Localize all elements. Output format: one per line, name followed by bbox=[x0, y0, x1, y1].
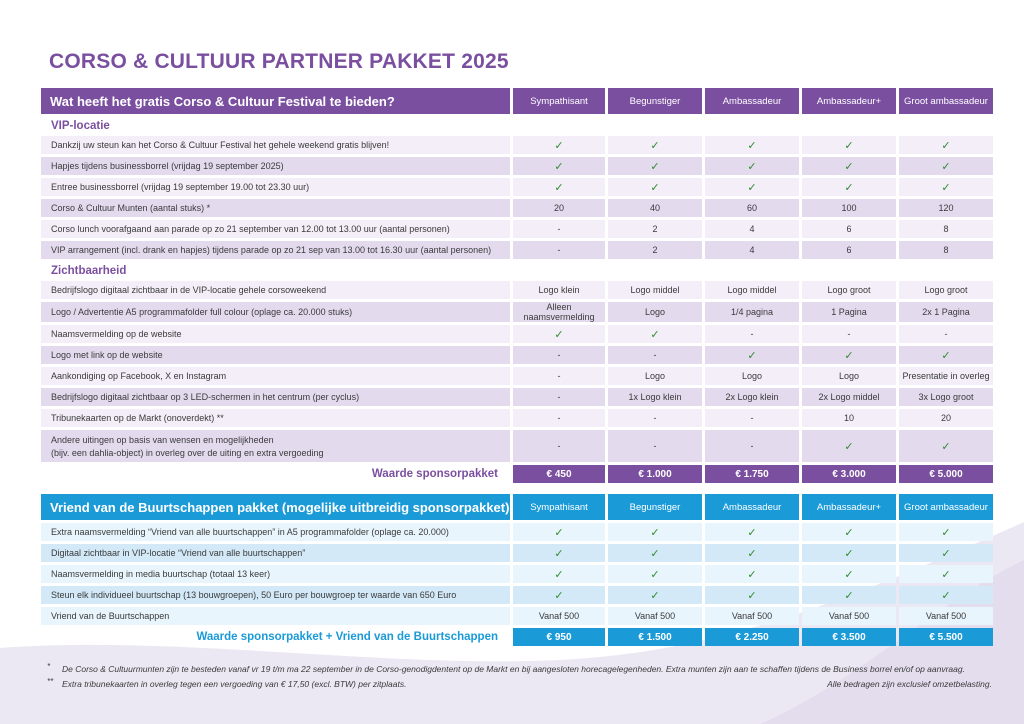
value-cell bbox=[608, 565, 702, 583]
check-icon: ✓ bbox=[650, 160, 660, 173]
value-cell bbox=[513, 409, 605, 427]
value-text: Logo groot bbox=[827, 285, 871, 295]
value-text: 6 bbox=[846, 245, 852, 255]
value-cell bbox=[802, 544, 896, 562]
value-cell bbox=[608, 325, 702, 343]
value-cell bbox=[899, 346, 993, 364]
check-icon: ✓ bbox=[844, 349, 854, 362]
total-value: € 450 bbox=[513, 465, 605, 483]
value-cell bbox=[899, 607, 993, 625]
value-cell bbox=[899, 565, 993, 583]
value-text: - bbox=[557, 413, 561, 423]
value-cell bbox=[899, 281, 993, 299]
value-cell bbox=[899, 178, 993, 196]
value-text: - bbox=[750, 329, 754, 339]
value-cell bbox=[513, 302, 605, 322]
check-icon: ✓ bbox=[941, 181, 951, 194]
value-cell bbox=[899, 157, 993, 175]
total-value: € 5.000 bbox=[899, 465, 993, 483]
table-row bbox=[41, 136, 993, 154]
total-value: € 950 bbox=[513, 628, 605, 646]
total-label: Waarde sponsorpakket + Vriend van de Buurtschappen bbox=[196, 631, 498, 643]
value-cell bbox=[705, 388, 799, 406]
table-row bbox=[41, 565, 993, 583]
table-row bbox=[41, 178, 993, 196]
table-row bbox=[41, 281, 993, 299]
value-cell bbox=[802, 430, 896, 462]
table-row bbox=[41, 241, 993, 259]
value-text: 8 bbox=[943, 245, 949, 255]
value-cell bbox=[608, 346, 702, 364]
value-cell bbox=[705, 136, 799, 154]
value-text: 20 bbox=[940, 413, 951, 423]
table-row bbox=[41, 220, 993, 238]
value-cell bbox=[513, 241, 605, 259]
value-text: - bbox=[944, 329, 948, 339]
check-icon: ✓ bbox=[941, 568, 951, 581]
total-row bbox=[41, 465, 993, 483]
value-text: 4 bbox=[749, 245, 755, 255]
table-row bbox=[41, 607, 993, 625]
value-text: 2x Logo middel bbox=[818, 392, 880, 402]
page-title: CORSO & CULTUUR PARTNER PAKKET 2025 bbox=[49, 50, 509, 73]
row-label bbox=[41, 430, 510, 462]
check-icon: ✓ bbox=[650, 181, 660, 194]
value-text: - bbox=[557, 441, 561, 451]
value-text: 10 bbox=[843, 413, 854, 423]
value-text: 40 bbox=[649, 203, 660, 213]
column-header: Ambassadeur+ bbox=[802, 88, 896, 114]
footnote-mark: ** bbox=[47, 677, 54, 686]
value-cell bbox=[899, 523, 993, 541]
value-text: 6 bbox=[846, 224, 852, 234]
value-cell bbox=[608, 388, 702, 406]
value-cell bbox=[513, 346, 605, 364]
value-text: Vanaf 500 bbox=[731, 611, 773, 621]
row-label: Logo / Advertentie A5 programmafolder full colour (oplage ca. 20.000 stuks) bbox=[41, 302, 510, 322]
total-value: € 1.500 bbox=[608, 628, 702, 646]
check-icon: ✓ bbox=[941, 160, 951, 173]
value-text: Logo bbox=[644, 371, 666, 381]
value-cell bbox=[802, 241, 896, 259]
row-label: Digitaal zichtbaar in VIP-locatie “Vriend van alle buurtschappen” bbox=[41, 544, 510, 562]
value-cell bbox=[705, 281, 799, 299]
table-row bbox=[41, 302, 993, 322]
row-label: Dankzij uw steun kan het Corso & Cultuur Festival het gehele weekend gratis blijven! bbox=[41, 136, 510, 154]
row-label: Vriend van de Buurtschappen bbox=[41, 607, 510, 625]
total-value: € 2.250 bbox=[705, 628, 799, 646]
value-cell bbox=[705, 367, 799, 385]
check-icon: ✓ bbox=[554, 547, 564, 560]
column-header: Groot ambassadeur bbox=[899, 494, 993, 520]
value-cell bbox=[802, 565, 896, 583]
value-cell bbox=[802, 136, 896, 154]
value-cell bbox=[608, 281, 702, 299]
value-text: - bbox=[847, 329, 851, 339]
table-row bbox=[41, 346, 993, 364]
value-cell bbox=[513, 325, 605, 343]
value-cell bbox=[899, 199, 993, 217]
row-label: Bedrijfslogo digitaal zichtbaar op 3 LED-schermen in het centrum (per cyclus) bbox=[41, 388, 510, 406]
value-cell bbox=[705, 565, 799, 583]
column-header: Groot ambassadeur bbox=[899, 88, 993, 114]
value-text: Logo bbox=[838, 371, 860, 381]
table-row bbox=[41, 544, 993, 562]
value-cell bbox=[705, 157, 799, 175]
section-row bbox=[41, 117, 993, 133]
value-cell bbox=[608, 586, 702, 604]
total-value: € 3.000 bbox=[802, 465, 896, 483]
table-header-title: Vriend van de Buurtschappen pakket (mogelijke uitbreidig sponsorpakket) bbox=[41, 494, 510, 520]
value-text: Logo groot bbox=[924, 285, 968, 295]
value-cell bbox=[513, 281, 605, 299]
row-label: Entree businessborrel (vrijdag 19 september 19.00 tot 23.30 uur) bbox=[41, 178, 510, 196]
row-label: VIP arrangement (incl. drank en hapjes) tijdens parade op zo 21 sep van 13.00 tot 16.30 uur (aantal personen) bbox=[41, 241, 510, 259]
value-cell bbox=[608, 544, 702, 562]
value-cell bbox=[802, 346, 896, 364]
buurtschappen-package-table bbox=[38, 491, 996, 649]
check-icon: ✓ bbox=[747, 139, 757, 152]
vip-package-table bbox=[38, 85, 996, 486]
table-row bbox=[41, 388, 993, 406]
row-label-line: Andere uitingen op basis van wensen en mogelijkheden bbox=[51, 434, 274, 445]
value-cell bbox=[513, 388, 605, 406]
value-cell bbox=[513, 220, 605, 238]
value-text: - bbox=[653, 350, 657, 360]
check-icon: ✓ bbox=[747, 568, 757, 581]
value-cell bbox=[899, 367, 993, 385]
value-cell bbox=[802, 157, 896, 175]
value-cell bbox=[899, 586, 993, 604]
value-cell bbox=[705, 544, 799, 562]
value-cell bbox=[705, 220, 799, 238]
check-icon: ✓ bbox=[941, 526, 951, 539]
table-header-row bbox=[41, 494, 993, 520]
table-row bbox=[41, 409, 993, 427]
value-cell bbox=[802, 325, 896, 343]
value-cell bbox=[705, 325, 799, 343]
column-header: Ambassadeur bbox=[705, 88, 799, 114]
check-icon: ✓ bbox=[747, 349, 757, 362]
value-cell bbox=[513, 586, 605, 604]
value-text: - bbox=[557, 371, 561, 381]
value-cell bbox=[899, 302, 993, 322]
table-row bbox=[41, 199, 993, 217]
check-icon: ✓ bbox=[844, 526, 854, 539]
value-cell bbox=[899, 409, 993, 427]
value-cell bbox=[513, 607, 605, 625]
value-cell bbox=[899, 241, 993, 259]
value-cell bbox=[608, 409, 702, 427]
value-cell bbox=[513, 136, 605, 154]
value-cell bbox=[705, 430, 799, 462]
section-row bbox=[41, 262, 993, 278]
check-icon: ✓ bbox=[844, 181, 854, 194]
column-header: Begunstiger bbox=[608, 494, 702, 520]
row-label: Naamsvermelding in media buurtschap (totaal 13 keer) bbox=[41, 565, 510, 583]
check-icon: ✓ bbox=[650, 328, 660, 341]
total-value: € 5.500 bbox=[899, 628, 993, 646]
check-icon: ✓ bbox=[844, 139, 854, 152]
footnote-mark: * bbox=[47, 662, 51, 671]
value-text: Logo middel bbox=[727, 285, 777, 295]
check-icon: ✓ bbox=[844, 589, 854, 602]
value-text: 100 bbox=[841, 203, 857, 213]
value-cell bbox=[802, 281, 896, 299]
check-icon: ✓ bbox=[554, 181, 564, 194]
footnote-1 bbox=[47, 664, 992, 679]
value-text: - bbox=[557, 392, 561, 402]
footnote-text: De Corso & Cultuurmunten zijn te besteden vanaf vr 19 t/m ma 22 september in de Corso-genodigdentent op de Markt en bij aangesloten horecagelegenheden. Extra munten zijn aan te schaffen tijdens de Business borrel en/of op aanvraag. bbox=[62, 664, 965, 674]
value-text: - bbox=[653, 441, 657, 451]
value-cell bbox=[608, 430, 702, 462]
value-text: Logo klein bbox=[538, 285, 580, 295]
value-text: Logo bbox=[644, 307, 666, 317]
check-icon: ✓ bbox=[941, 139, 951, 152]
value-cell bbox=[802, 367, 896, 385]
value-cell bbox=[513, 523, 605, 541]
check-icon: ✓ bbox=[554, 526, 564, 539]
check-icon: ✓ bbox=[844, 440, 854, 453]
value-text: 3x Logo groot bbox=[918, 392, 974, 402]
value-cell bbox=[705, 178, 799, 196]
value-text: Logo middel bbox=[630, 285, 680, 295]
footnotes bbox=[47, 664, 992, 694]
check-icon: ✓ bbox=[747, 181, 757, 194]
value-text: Vanaf 500 bbox=[828, 611, 870, 621]
value-text: Logo bbox=[741, 371, 763, 381]
value-cell bbox=[513, 178, 605, 196]
value-text: 2x Logo klein bbox=[725, 392, 779, 402]
value-cell bbox=[513, 565, 605, 583]
value-cell bbox=[899, 220, 993, 238]
row-label: Extra naamsvermelding “Vriend van alle buurtschappen” in A5 programmafolder (oplage ca. 20.000) bbox=[41, 523, 510, 541]
column-header: Sympathisant bbox=[513, 494, 605, 520]
value-text: Alleen naamsvermelding bbox=[523, 302, 595, 322]
value-text: 120 bbox=[938, 203, 954, 213]
value-text: 20 bbox=[553, 203, 564, 213]
value-cell bbox=[608, 136, 702, 154]
value-text: Vanaf 500 bbox=[634, 611, 676, 621]
total-label: Waarde sponsorpakket bbox=[371, 468, 498, 480]
value-cell bbox=[513, 544, 605, 562]
row-label: Naamsvermelding op de website bbox=[41, 325, 510, 343]
value-cell bbox=[608, 523, 702, 541]
value-cell bbox=[513, 157, 605, 175]
table-row bbox=[41, 325, 993, 343]
value-text: Presentatie in overleg bbox=[902, 371, 990, 381]
total-value: € 3.500 bbox=[802, 628, 896, 646]
value-cell bbox=[608, 178, 702, 196]
check-icon: ✓ bbox=[844, 568, 854, 581]
value-text: 8 bbox=[943, 224, 949, 234]
total-row bbox=[41, 628, 993, 646]
value-cell bbox=[705, 586, 799, 604]
footnote-2 bbox=[47, 679, 992, 694]
row-label: Steun elk individueel buurtschap (13 bouwgroepen), 50 Euro per bouwgroep ter waarde van 650 Euro bbox=[41, 586, 510, 604]
value-text: Vanaf 500 bbox=[925, 611, 967, 621]
value-text: - bbox=[557, 224, 561, 234]
value-cell bbox=[608, 220, 702, 238]
value-cell bbox=[705, 302, 799, 322]
value-cell bbox=[899, 430, 993, 462]
column-header: Sympathisant bbox=[513, 88, 605, 114]
check-icon: ✓ bbox=[747, 547, 757, 560]
value-cell bbox=[705, 409, 799, 427]
check-icon: ✓ bbox=[941, 589, 951, 602]
column-header: Begunstiger bbox=[608, 88, 702, 114]
value-cell bbox=[802, 607, 896, 625]
row-label: Corso lunch voorafgaand aan parade op zo 21 september van 12.00 tot 13.00 uur (aantal personen) bbox=[41, 220, 510, 238]
check-icon: ✓ bbox=[650, 526, 660, 539]
row-label: Tribunekaarten op de Markt (onoverdekt) ** bbox=[41, 409, 510, 427]
value-cell bbox=[802, 388, 896, 406]
value-cell bbox=[705, 199, 799, 217]
check-icon: ✓ bbox=[747, 160, 757, 173]
check-icon: ✓ bbox=[844, 160, 854, 173]
check-icon: ✓ bbox=[844, 547, 854, 560]
section-title: VIP-locatie bbox=[51, 120, 110, 132]
value-cell bbox=[513, 430, 605, 462]
value-cell bbox=[899, 136, 993, 154]
value-cell bbox=[899, 388, 993, 406]
table-row bbox=[41, 586, 993, 604]
row-label: Bedrijfslogo digitaal zichtbaar in de VIP-locatie gehele corsoweekend bbox=[41, 281, 510, 299]
value-text: 2 bbox=[652, 245, 658, 255]
check-icon: ✓ bbox=[650, 568, 660, 581]
value-cell bbox=[705, 346, 799, 364]
value-cell bbox=[899, 325, 993, 343]
check-icon: ✓ bbox=[554, 568, 564, 581]
check-icon: ✓ bbox=[747, 526, 757, 539]
table-row bbox=[41, 523, 993, 541]
column-header: Ambassadeur+ bbox=[802, 494, 896, 520]
value-text: - bbox=[557, 350, 561, 360]
table-row bbox=[41, 430, 993, 462]
vat-note: Alle bedragen zijn exclusief omzetbelasting. bbox=[827, 679, 992, 689]
table-header-row bbox=[41, 88, 993, 114]
value-text: - bbox=[653, 413, 657, 423]
value-cell bbox=[705, 607, 799, 625]
table-row bbox=[41, 157, 993, 175]
value-text: Vanaf 500 bbox=[538, 611, 580, 621]
section-title: Zichtbaarheid bbox=[51, 265, 127, 277]
value-cell bbox=[513, 199, 605, 217]
value-text: - bbox=[750, 413, 754, 423]
table-header-title: Wat heeft het gratis Corso & Cultuur Festival te bieden? bbox=[41, 88, 510, 114]
value-cell bbox=[802, 586, 896, 604]
row-label: Corso & Cultuur Munten (aantal stuks) * bbox=[41, 199, 510, 217]
row-label: Aankondiging op Facebook, X en Instagram bbox=[41, 367, 510, 385]
check-icon: ✓ bbox=[650, 589, 660, 602]
value-cell bbox=[705, 241, 799, 259]
value-cell bbox=[802, 178, 896, 196]
value-cell bbox=[513, 367, 605, 385]
value-cell bbox=[608, 367, 702, 385]
value-cell bbox=[802, 302, 896, 322]
value-text: 1 Pagina bbox=[831, 307, 867, 317]
check-icon: ✓ bbox=[554, 139, 564, 152]
check-icon: ✓ bbox=[554, 589, 564, 602]
check-icon: ✓ bbox=[941, 440, 951, 453]
value-cell bbox=[802, 409, 896, 427]
check-icon: ✓ bbox=[554, 160, 564, 173]
column-header: Ambassadeur bbox=[705, 494, 799, 520]
value-cell bbox=[802, 220, 896, 238]
value-cell bbox=[608, 199, 702, 217]
value-cell bbox=[802, 523, 896, 541]
total-value: € 1.750 bbox=[705, 465, 799, 483]
value-text: 1/4 pagina bbox=[730, 307, 774, 317]
check-icon: ✓ bbox=[650, 139, 660, 152]
row-label-line: (bijv. een dahlia-object) in overleg over de uiting en extra vergoeding bbox=[51, 447, 324, 458]
check-icon: ✓ bbox=[554, 328, 564, 341]
check-icon: ✓ bbox=[941, 349, 951, 362]
value-cell bbox=[608, 302, 702, 322]
value-text: 2x 1 Pagina bbox=[922, 307, 970, 317]
footnote-text: Extra tribunekaarten in overleg tegen een vergoeding van € 17,50 (excl. BTW) per zitplaats. bbox=[62, 679, 407, 689]
value-text: - bbox=[557, 245, 561, 255]
value-cell bbox=[705, 523, 799, 541]
check-icon: ✓ bbox=[747, 589, 757, 602]
check-icon: ✓ bbox=[650, 547, 660, 560]
check-icon: ✓ bbox=[941, 547, 951, 560]
row-label: Logo met link op de website bbox=[41, 346, 510, 364]
value-cell bbox=[802, 199, 896, 217]
value-cell bbox=[608, 157, 702, 175]
value-text: - bbox=[750, 441, 754, 451]
value-text: 4 bbox=[749, 224, 755, 234]
value-text: 60 bbox=[746, 203, 757, 213]
table-row bbox=[41, 367, 993, 385]
total-value: € 1.000 bbox=[608, 465, 702, 483]
value-cell bbox=[899, 544, 993, 562]
value-text: 2 bbox=[652, 224, 658, 234]
value-cell bbox=[608, 241, 702, 259]
row-label: Hapjes tijdens businessborrel (vrijdag 19 september 2025) bbox=[41, 157, 510, 175]
value-cell bbox=[608, 607, 702, 625]
value-text: 1x Logo klein bbox=[628, 392, 682, 402]
